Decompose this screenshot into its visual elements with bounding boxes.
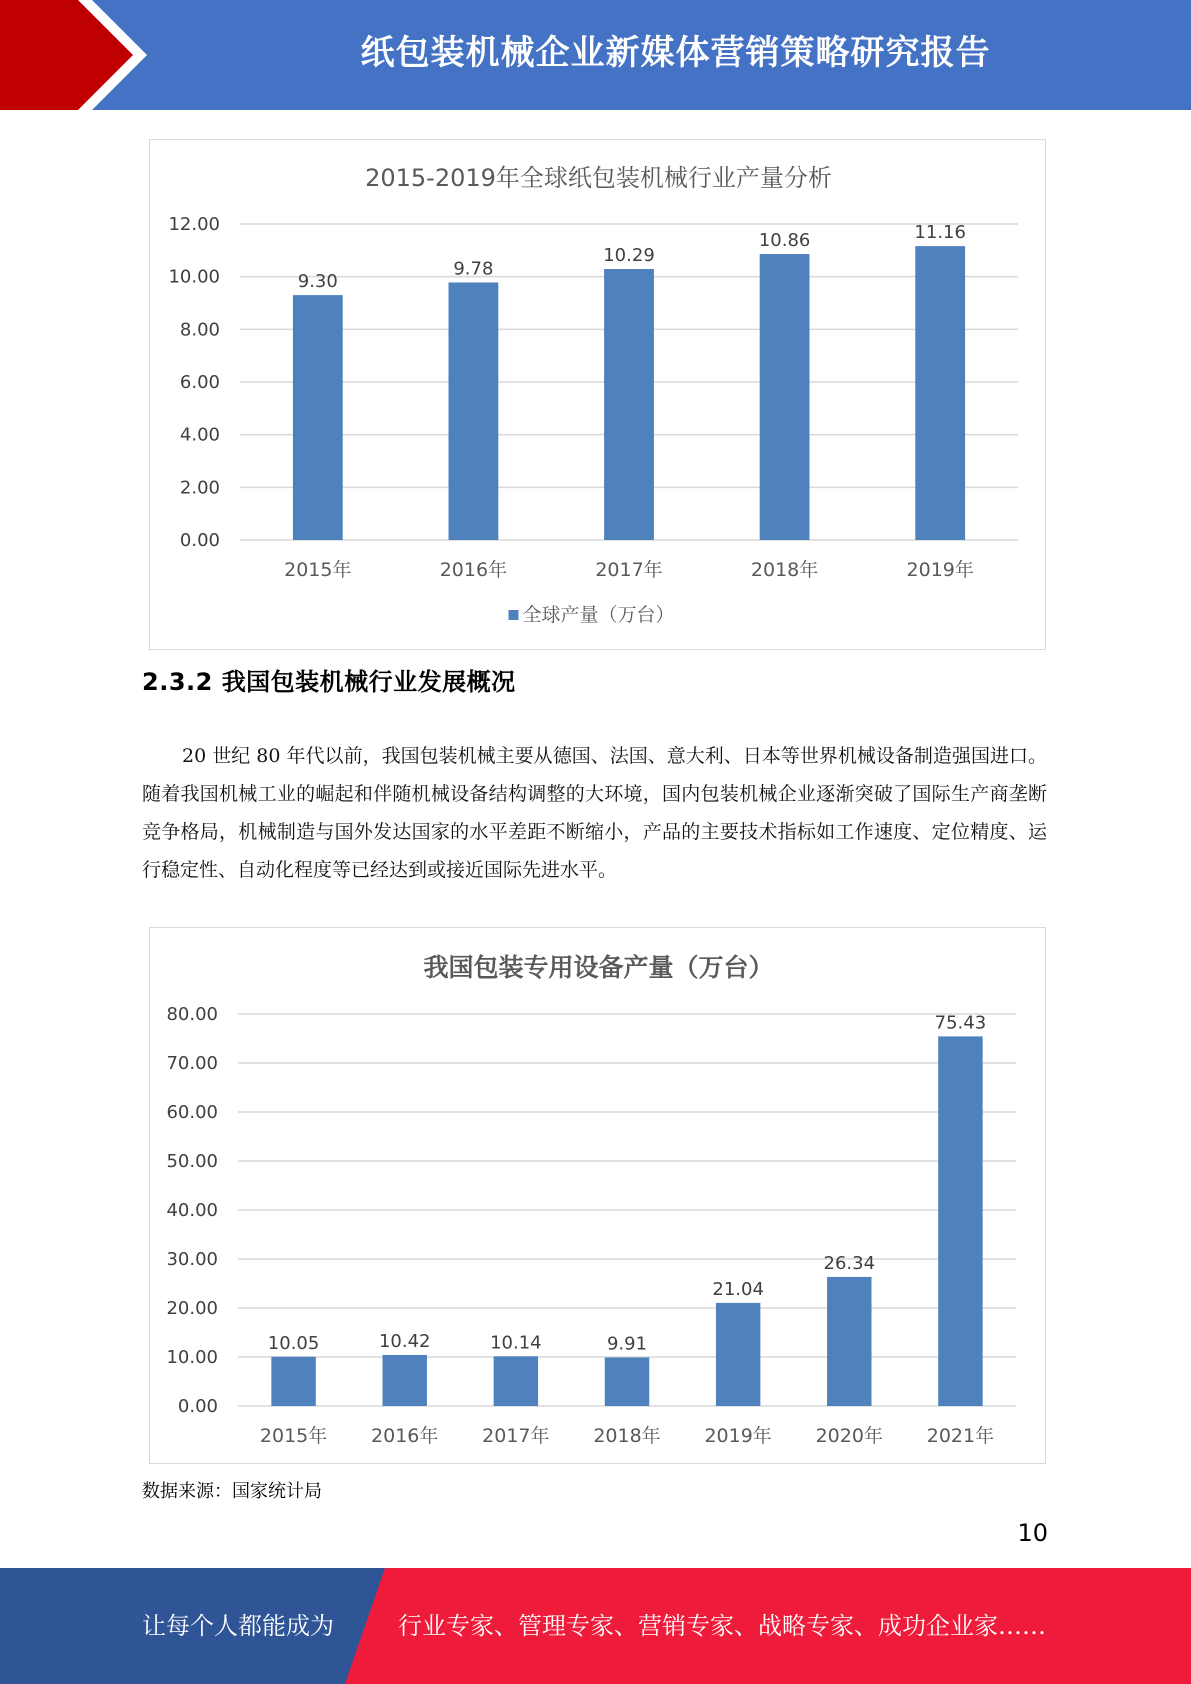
body-paragraph: 20 世纪 80 年代以前，我国包装机械主要从德国、法国、意大利、日本等世界机械设备制造强国进口。随着我国机械工业的崛起和伴随机械设备结构调整的大环境，国内包装机械企业逐渐突破了国际生产商垄断竞争格局，机械制造与国外发达国家的水平差距不断缩小，产品的主要技术指标如工作速度、定位精度、运行稳定性、自动化程度等已经达到或接近国际先进水平。 <box>142 745 1047 881</box>
y-tick-label: 40.00 <box>166 1200 218 1221</box>
x-tick-label: 2019年 <box>704 1425 772 1447</box>
bar-2018年 <box>605 1357 649 1406</box>
bar-2016年 <box>449 282 499 540</box>
x-tick-label: 2017年 <box>482 1425 550 1447</box>
x-tick-label: 2020年 <box>815 1425 883 1447</box>
y-tick-label: 30.00 <box>166 1249 218 1270</box>
data-label: 10.29 <box>603 245 655 267</box>
section-heading: 2.3.2 我国包装机械行业发展概况 <box>142 668 516 696</box>
y-tick-label: 50.00 <box>166 1151 218 1172</box>
x-tick-label: 2017年 <box>595 559 663 581</box>
y-tick-label: 8.00 <box>179 319 220 341</box>
chart-china-production-svg <box>150 928 1047 1465</box>
y-tick-label: 10.00 <box>166 1347 218 1368</box>
bar-2016年 <box>382 1355 426 1406</box>
y-tick-label: 0.00 <box>177 1396 218 1417</box>
legend-label: 全球产量（万台） <box>522 604 675 626</box>
legend-swatch <box>509 610 519 620</box>
data-label: 9.30 <box>297 271 338 293</box>
y-tick-label: 80.00 <box>166 1004 218 1025</box>
report-title: 纸包装机械企业新媒体营销策略研究报告 <box>360 33 991 73</box>
data-label: 75.43 <box>934 1012 987 1034</box>
footer-slogan-left: 让每个人都能成为 <box>142 1612 334 1640</box>
bar-2015年 <box>293 295 343 540</box>
page-header <box>0 0 1191 110</box>
x-tick-label: 2021年 <box>926 1425 995 1447</box>
y-tick-label: 70.00 <box>166 1053 218 1074</box>
data-label: 10.14 <box>490 1332 542 1354</box>
bar-2018年 <box>760 254 810 540</box>
bar-2015年 <box>271 1357 315 1406</box>
bar-2017年 <box>604 269 654 540</box>
bar-2019年 <box>716 1303 760 1406</box>
data-source-note: 数据来源：国家统计局 <box>142 1481 322 1502</box>
bar-2019年 <box>915 246 965 540</box>
y-tick-label: 12.00 <box>168 214 220 235</box>
x-tick-label: 2019年 <box>906 559 974 581</box>
x-tick-label: 2016年 <box>371 1425 439 1447</box>
chart-title: 我国包装专用设备产量（万台） <box>423 953 774 982</box>
x-tick-label: 2018年 <box>750 559 819 581</box>
data-label: 11.16 <box>914 222 966 244</box>
data-label: 9.91 <box>606 1333 648 1355</box>
x-tick-label: 2015年 <box>284 559 352 581</box>
data-label: 21.04 <box>712 1278 764 1300</box>
data-label: 26.34 <box>823 1252 876 1274</box>
data-label: 9.78 <box>453 258 494 280</box>
page-number: 10 <box>1017 1519 1048 1547</box>
data-label: 10.05 <box>267 1332 320 1354</box>
data-label: 10.42 <box>378 1330 431 1352</box>
y-tick-label: 2.00 <box>179 477 220 499</box>
x-tick-label: 2015年 <box>259 1425 328 1447</box>
x-tick-label: 2016年 <box>439 559 508 581</box>
y-tick-label: 6.00 <box>179 372 220 393</box>
bar-2021年 <box>938 1036 982 1406</box>
y-tick-label: 4.00 <box>179 424 220 446</box>
y-tick-label: 60.00 <box>166 1102 218 1123</box>
header-arrow-icon <box>0 0 160 110</box>
y-tick-label: 0.00 <box>179 530 220 551</box>
page-footer <box>0 1568 1191 1684</box>
y-tick-label: 10.00 <box>168 266 220 288</box>
bar-2020年 <box>827 1277 871 1406</box>
x-tick-label: 2018年 <box>593 1425 661 1447</box>
bar-2017年 <box>494 1356 538 1406</box>
chart-title: 2015-2019年全球纸包装机械行业产量分析 <box>365 164 832 192</box>
chart-china-production <box>149 927 1046 1464</box>
chart-global-production <box>149 139 1046 650</box>
y-tick-label: 20.00 <box>166 1298 218 1319</box>
chart-global-production-svg <box>150 140 1047 651</box>
footer-slogan-right: 行业专家、管理专家、营销专家、战略专家、成功企业家…… <box>398 1612 1046 1640</box>
data-label: 10.86 <box>758 230 811 252</box>
